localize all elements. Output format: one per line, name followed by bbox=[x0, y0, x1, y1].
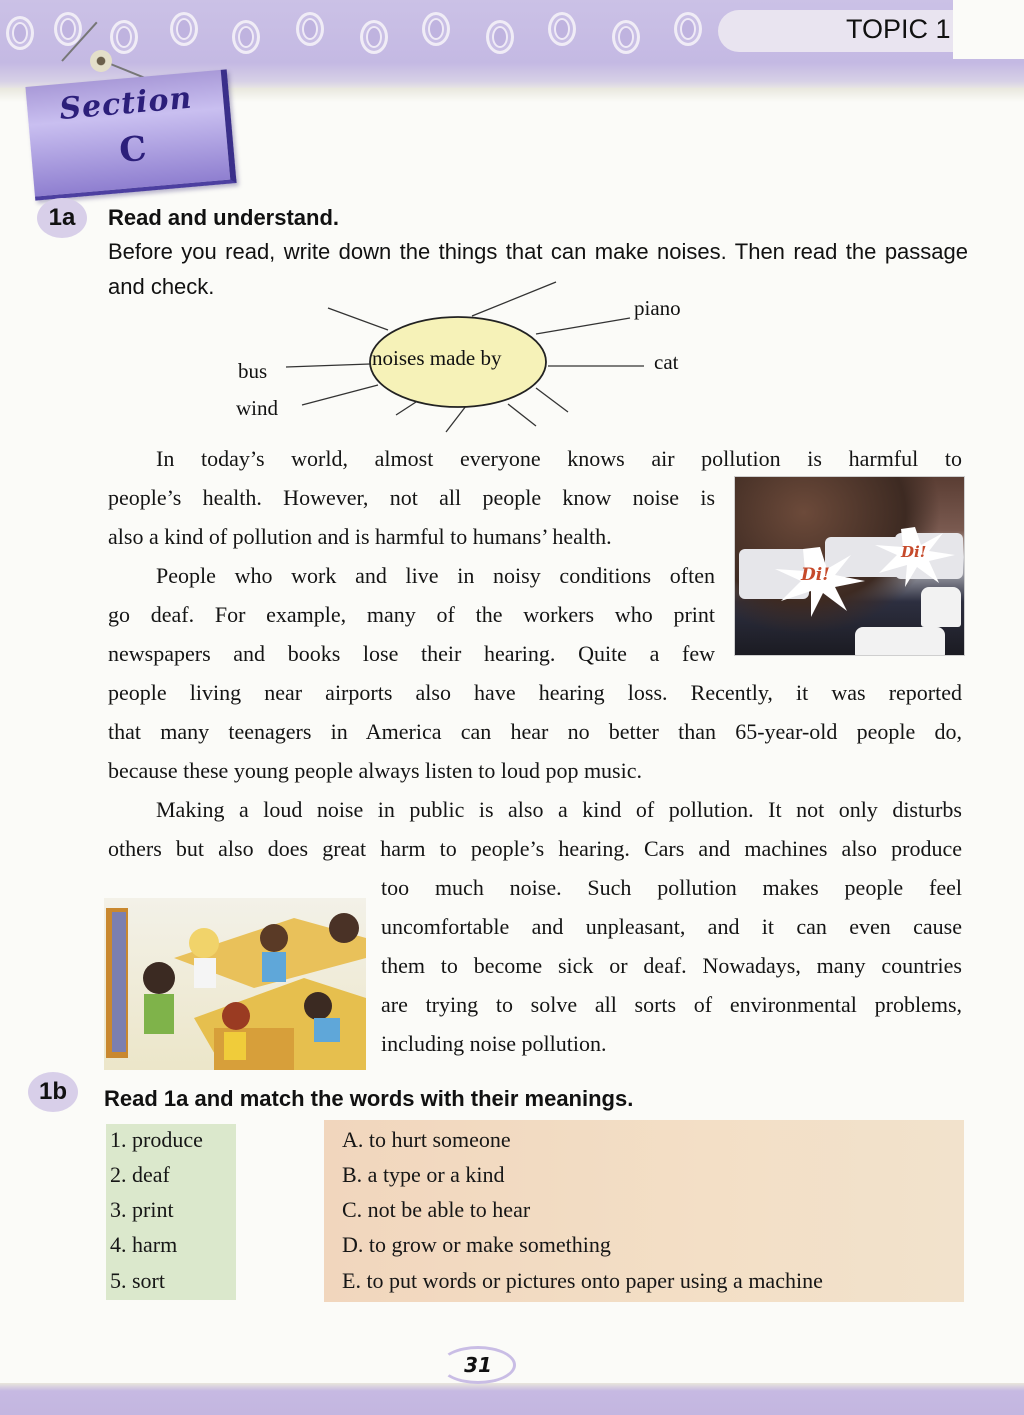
ring-icon bbox=[548, 12, 576, 46]
ring-icon bbox=[422, 12, 450, 46]
ring-icon bbox=[486, 20, 514, 54]
ring-icon bbox=[170, 12, 198, 46]
passage-line: people living near airports also have hearing loss. Recently, it was reported bbox=[108, 680, 962, 705]
topic-mask bbox=[953, 0, 1024, 59]
meaning-item: A. to hurt someone bbox=[342, 1127, 511, 1152]
classroom-drawing bbox=[104, 898, 366, 1070]
ring-icon bbox=[612, 20, 640, 54]
passage-line: because these young people always listen to loud pop music. bbox=[108, 758, 642, 783]
spoke-wind bbox=[302, 385, 378, 405]
meaning-item: C. not be able to hear bbox=[342, 1197, 531, 1222]
passage-line: others but also does great harm to people’s hearing. Cars and machines also produce bbox=[108, 836, 962, 861]
task-1a-title: Read and understand. bbox=[108, 205, 340, 230]
topic-label: TOPIC 1 bbox=[846, 14, 951, 44]
blank-spoke bbox=[472, 282, 556, 316]
passage-line: people’s health. However, not all people know noise is bbox=[108, 485, 715, 510]
task-1b-title: Read 1a and match the words with their meanings. bbox=[104, 1086, 634, 1111]
burst-text: Di! bbox=[901, 543, 927, 561]
task-badge-1b: 1b bbox=[28, 1072, 78, 1112]
word-item: 1. produce bbox=[110, 1127, 203, 1152]
blank-spoke bbox=[536, 388, 568, 412]
blank-spoke bbox=[446, 406, 466, 432]
meaning-item: E. to put words or pictures onto paper using a machine bbox=[342, 1268, 823, 1293]
traffic-jam-photo bbox=[734, 476, 965, 656]
section-sign bbox=[25, 69, 236, 200]
car-shape bbox=[855, 627, 945, 656]
spoke-bus bbox=[286, 364, 370, 367]
passage-line: In today’s world, almost everyone knows air pollution is harmful to bbox=[156, 446, 962, 471]
mindmap bbox=[220, 270, 720, 440]
ring-icon bbox=[360, 20, 388, 54]
ring-icon bbox=[6, 16, 34, 50]
mindmap-label-piano: piano bbox=[634, 296, 681, 320]
blank-spoke bbox=[508, 404, 536, 426]
word-item: 3. print bbox=[110, 1197, 174, 1222]
spoke-piano bbox=[536, 318, 630, 334]
passage-line: also a kind of pollution and is harmful to humans’ health. bbox=[108, 524, 612, 549]
meaning-item: B. a type or a kind bbox=[342, 1162, 505, 1187]
passage-line: including noise pollution. bbox=[381, 1031, 607, 1056]
task-badge-1a: 1a bbox=[37, 198, 87, 238]
mindmap-label-bus: bus bbox=[238, 359, 268, 383]
noisy-classroom-illustration bbox=[104, 898, 366, 1070]
mindmap-label-wind: wind bbox=[236, 396, 278, 420]
ring-icon bbox=[232, 20, 260, 54]
car-shape bbox=[921, 587, 961, 627]
footer-band bbox=[0, 1383, 1024, 1415]
word-item: 5. sort bbox=[110, 1268, 165, 1293]
passage-line: too much noise. Such pollution makes people feel bbox=[381, 875, 962, 900]
passage-line: Making a loud noise in public is also a kind of pollution. It not only disturbs bbox=[156, 797, 962, 822]
mindmap-label-cat: cat bbox=[654, 350, 679, 374]
passage-line: uncomfortable and unpleasant, and it can even cause bbox=[381, 914, 962, 939]
blank-spoke bbox=[328, 308, 388, 330]
word-item: 2. deaf bbox=[110, 1162, 170, 1187]
section-word: Section bbox=[57, 80, 194, 128]
section-letter: C bbox=[117, 128, 149, 171]
ring-icon bbox=[674, 12, 702, 46]
passage-line: that many teenagers in America can hear no better than 65-year-old people do, bbox=[108, 719, 962, 744]
passage-line: are trying to solve all sorts of environmental problems, bbox=[381, 992, 962, 1017]
ring-icon bbox=[110, 20, 138, 54]
task-1a-instruction: Before you read, write down the things that can make noises. Then read the passage and check. bbox=[108, 239, 968, 299]
mindmap-center-label: noises made by bbox=[372, 346, 502, 370]
burst-text: Di! bbox=[801, 565, 830, 585]
ring-icon bbox=[296, 12, 324, 46]
page-number: 31 bbox=[440, 1346, 516, 1384]
word-item: 4. harm bbox=[110, 1232, 178, 1257]
pushpin-icon bbox=[90, 50, 112, 72]
passage-line: People who work and live in noisy conditions often bbox=[156, 563, 715, 588]
passage-line: go deaf. For example, many of the workers who print bbox=[108, 602, 715, 627]
passage-line: newspapers and books lose their hearing. Quite a few bbox=[108, 641, 715, 666]
meaning-item: D. to grow or make something bbox=[342, 1232, 611, 1257]
passage-line: them to become sick or deaf. Nowadays, many countries bbox=[381, 953, 962, 978]
blank-spoke bbox=[396, 402, 416, 415]
